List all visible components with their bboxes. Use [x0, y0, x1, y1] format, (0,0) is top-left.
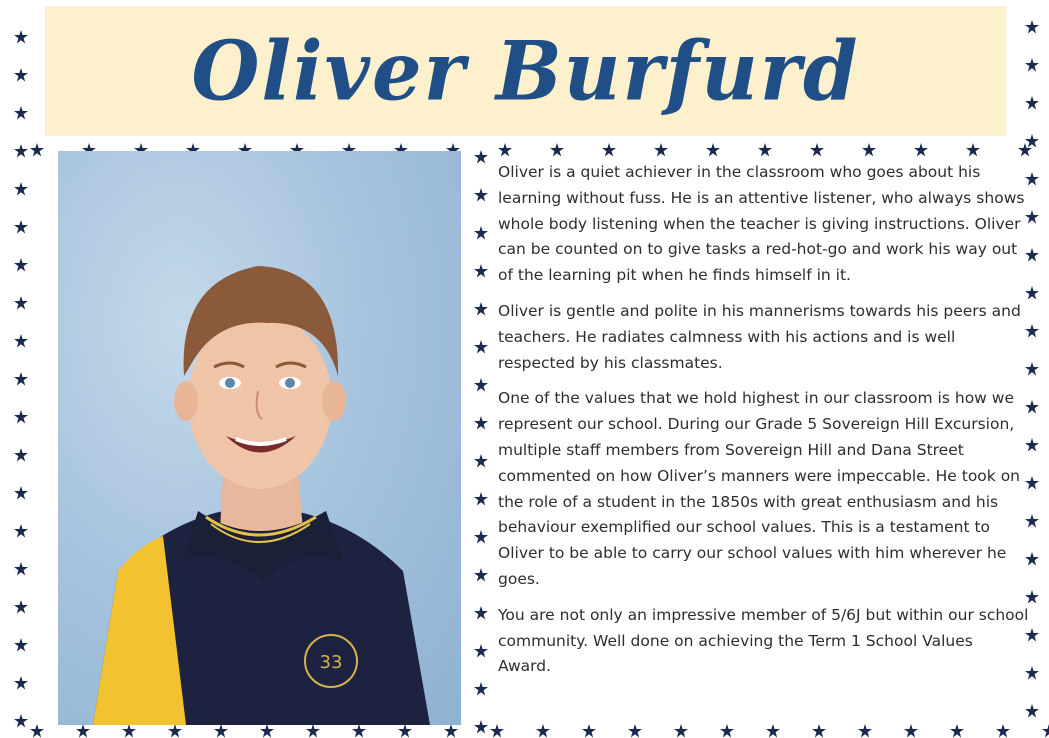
star-icon: [30, 143, 44, 157]
star-icon: [14, 334, 28, 348]
star-icon: [966, 143, 980, 157]
star-icon: [474, 378, 488, 392]
star-icon: [474, 568, 488, 582]
star-icon: [1025, 96, 1039, 110]
award-title: Oliver Burfurd: [191, 23, 860, 119]
star-icon: [14, 106, 28, 120]
title-banner: [45, 6, 1006, 136]
paragraph-1: Oliver is a quiet achiever in the classroom who goes about his learning without fuss. He is an attentive listener, who always shows whole body listening when the teacher is giving instructions. Oliver can be counted on to give tasks a red-hot-go and work his way out of the learning pit when he finds himself in it.: [498, 163, 1025, 285]
star-icon: [14, 182, 28, 196]
star-icon: [14, 296, 28, 310]
star-icon: [14, 714, 28, 728]
star-icon: [14, 562, 28, 576]
star-icon: [862, 143, 876, 157]
star-icon: [1025, 58, 1039, 72]
star-icon: [550, 143, 564, 157]
student-photo: [58, 151, 461, 725]
star-icon: [14, 258, 28, 272]
star-icon: [914, 143, 928, 157]
star-icon: [1025, 20, 1039, 34]
star-icon: [706, 143, 720, 157]
star-icon: [14, 600, 28, 614]
star-icon: [14, 30, 28, 44]
star-icon: [758, 143, 772, 157]
star-icon: [474, 340, 488, 354]
star-icon: [14, 676, 28, 690]
star-icon: [14, 144, 28, 158]
star-icon: [474, 150, 488, 164]
star-icon: [474, 720, 488, 734]
star-icon: [474, 530, 488, 544]
star-icon: [474, 606, 488, 620]
star-icon: [14, 638, 28, 652]
star-icon: [654, 143, 668, 157]
star-icon: [14, 524, 28, 538]
star-icon: [810, 143, 824, 157]
star-icon: [14, 410, 28, 424]
star-icon: [14, 486, 28, 500]
star-icon: [14, 220, 28, 234]
star-icon: [474, 226, 488, 240]
star-icon: [474, 644, 488, 658]
star-icon: [1025, 704, 1039, 718]
star-icon: [474, 454, 488, 468]
star-icon: [1018, 143, 1032, 157]
badge-number: 33: [319, 652, 343, 673]
star-icon: [474, 416, 488, 430]
star-icon: [474, 188, 488, 202]
star-icon: [498, 143, 512, 157]
award-description: [490, 160, 1030, 690]
paragraph-4: You are not only an impressive member of 5/6J but within our school community. Well done on achieving the Term 1 School Values Award.: [498, 605, 1029, 676]
star-icon: [474, 264, 488, 278]
star-icon: [14, 68, 28, 82]
star-icon: [474, 682, 488, 696]
star-icon: [14, 372, 28, 386]
star-icon: [474, 302, 488, 316]
star-icon: [474, 492, 488, 506]
paragraph-2: Oliver is gentle and polite in his mannerisms towards his peers and teachers. He radiates calmness with his actions and is well respected by his classmates.: [498, 301, 1021, 372]
star-icon: [602, 143, 616, 157]
star-icon: [14, 448, 28, 462]
paragraph-3: One of the values that we hold highest in our classroom is how we represent our school. During our Grade 5 Sovereign Hill Excursion, multiple staff members from Sovereign Hill and Dana Street commented on how Oliver’s manners were impeccable. He took on the role of a student in the 1850s with great enthusiasm and his behaviour exemplified our school values. This is a testament to Oliver to be able to carry our school values with him wherever he goes.: [498, 389, 1021, 588]
